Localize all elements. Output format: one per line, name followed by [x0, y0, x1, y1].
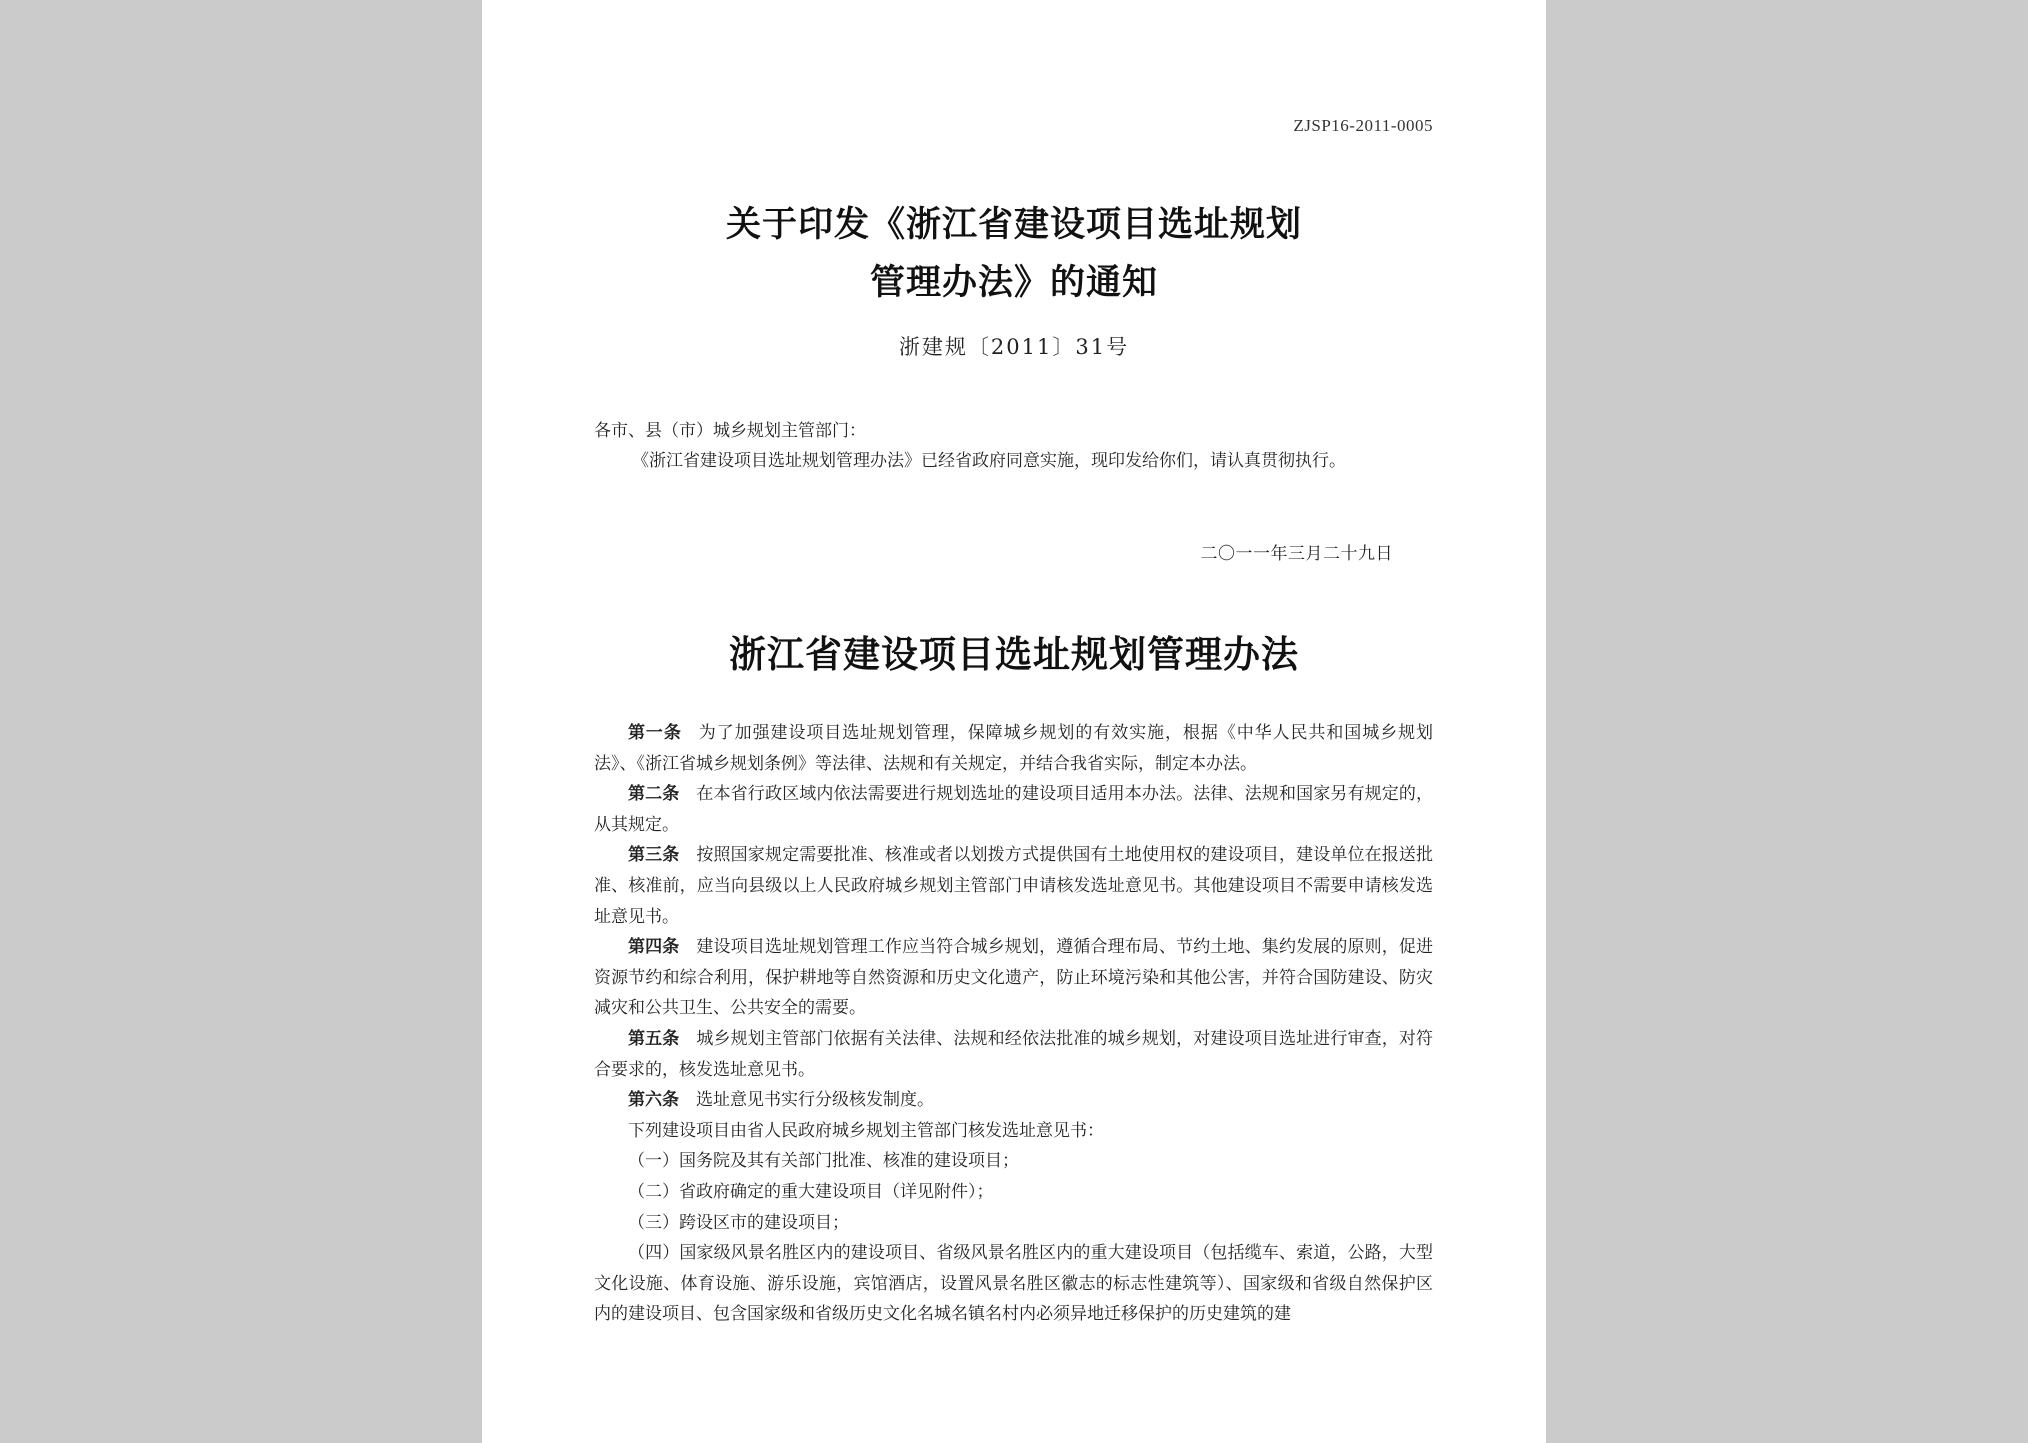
list-item-1: （一）国务院及其有关部门批准、核准的建设项目；	[628, 1151, 1019, 1172]
document-number: 浙建规〔2011〕31号	[898, 335, 1130, 359]
list-intro: 下列建设项目由省人民政府城乡规划主管部门核发选址意见书：	[628, 1120, 1104, 1141]
document-page	[482, 0, 1546, 1443]
article-label: 第一条	[628, 723, 682, 743]
article-4	[594, 932, 1433, 1024]
notice-title-line-1: 关于印发《浙江省建设项目选址规划	[725, 204, 1302, 245]
notice-title-line-2: 管理办法》的通知	[869, 262, 1158, 303]
article-label: 第六条	[628, 1090, 679, 1111]
article-text: 选址意见书实行分级核发制度。	[696, 1090, 934, 1111]
article-text: 按照国家规定需要批准、核准或者以划拨方式提供国有土地使用权的建设项目，建设单位在报送批准、核准前，应当向县级以上人民政府城乡规划主管部门申请核发选址意见书。其他建设项目不需要申请核发选址意见书。	[594, 845, 1434, 927]
list-item-3: （三）跨设区市的建设项目；	[628, 1212, 849, 1233]
addressee: 各市、县（市）城乡规划主管部门：	[594, 421, 866, 441]
article-text: 在本省行政区域内依法需要进行规划选址的建设项目适用本办法。法律、法规和国家另有规定的，从其规定。	[594, 784, 1434, 835]
list-item-4: （四）国家级风景名胜区内的建设项目、省级风景名胜区内的重大建设项目（包括缆车、索道，公路，大型文化设施、体育设施、游乐设施，宾馆酒店，设置风景名胜区徽志的标志性建筑等）、国家级和省级自然保护区内的建设项目、包含国家级和省级历史文化名城名镇名村内必须异地迁移保护的历史建筑的建	[594, 1243, 1433, 1325]
article-2	[594, 779, 1433, 840]
article-3	[594, 840, 1433, 932]
document-code: ZJSP16-2011-0005	[1293, 116, 1433, 135]
article-text: 为了加强建设项目选址规划管理，保障城乡规划的有效实施，根据《中华人民共和国城乡规划法》、《浙江省城乡规划条例》等法律、法规和有关规定，并结合我省实际，制定本办法。	[594, 723, 1434, 774]
article-5	[594, 1024, 1433, 1085]
notice-body: 《浙江省建设项目选址规划管理办法》已经省政府同意实施，现印发给你们，请认真贯彻执行。	[632, 451, 1346, 471]
article-1	[594, 718, 1433, 779]
measures-title: 浙江省建设项目选址规划管理办法	[729, 632, 1299, 676]
notice-title	[482, 196, 1546, 312]
articles-body	[594, 718, 1433, 1330]
list-item-2: （二）省政府确定的重大建设项目（详见附件）；	[628, 1181, 994, 1202]
article-label: 第五条	[628, 1028, 680, 1049]
article-text: 建设项目选址规划管理工作应当符合城乡规划，遵循合理布局、节约土地、集约发展的原则，促进资源节约和综合利用，保护耕地等自然资源和历史文化遗产，防止环境污染和其他公害，并符合国防建设、防灾减灾和公共卫生、公共安全的需要。	[594, 937, 1434, 1019]
article-text: 城乡规划主管部门依据有关法律、法规和经依法批准的城乡规划，对建设项目选址进行审查，对符合要求的，核发选址意见书。	[594, 1028, 1434, 1080]
article-6	[594, 1085, 1433, 1116]
article-label: 第四条	[628, 937, 680, 958]
article-label: 第三条	[628, 845, 680, 866]
notice-date: 二〇一一年三月二十九日	[1200, 544, 1393, 564]
article-label: 第二条	[628, 784, 680, 805]
